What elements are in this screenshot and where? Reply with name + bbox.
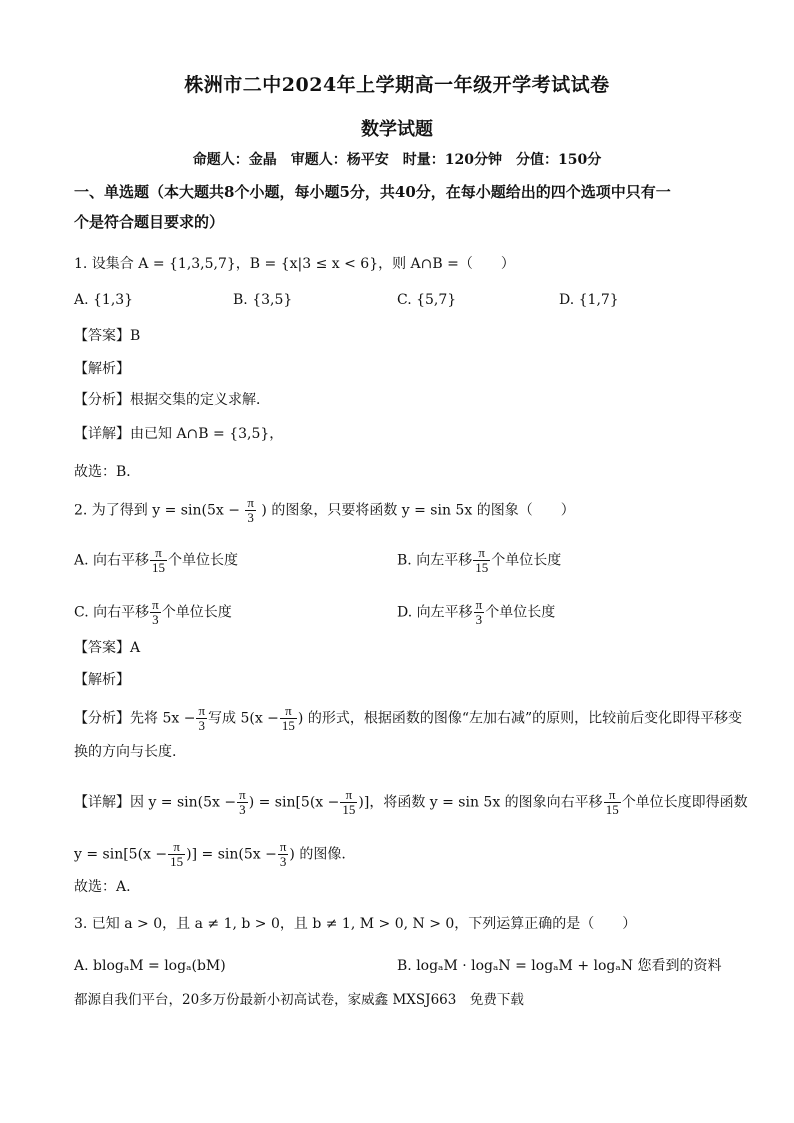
- frac-num: π: [198, 703, 206, 718]
- fraction-pi-3: [237, 788, 248, 817]
- q2-fenxi-part3: ) 的形式，根据函数的图像“左加右减”的原则，比较前后变化即得平移变: [297, 710, 743, 727]
- q1-stem: 1. 设集合 A = {1,3,5,7}，B = {x|3 ≤ x < 6}，则 A∩B =（ ）: [74, 256, 515, 272]
- q2-option-b: [397, 546, 561, 575]
- fraction-pi-3: [278, 840, 289, 869]
- q1-choose: 故选：B．: [74, 464, 141, 480]
- footer-ad: 都源自我们平台，20多万份最新小初高试卷，家威鑫 MXSJ663 免费下载: [74, 992, 524, 1008]
- q2-option-d-unit: 个单位长度: [485, 604, 556, 621]
- q2-fenxi-part1: 【分析】先将 5x −: [74, 710, 196, 727]
- fraction-pi-15: [340, 788, 357, 817]
- q2-option-d: [397, 598, 555, 627]
- frac-den: 15: [281, 718, 295, 733]
- q1-fenxi: 【分析】根据交集的定义求解．: [74, 392, 270, 408]
- q2-option-c-text: C. 向右平移: [74, 604, 150, 621]
- exam-subtitle: 数学试题: [361, 119, 433, 140]
- q1-option-b: B. {3,5}: [233, 292, 293, 308]
- fraction-pi-3: [245, 496, 256, 525]
- section-heading-line2: 个是符合题目要求的）: [74, 213, 225, 231]
- exam-meta: 命题人：金晶 审题人：杨平安 时量：120分钟 分值：150分: [192, 152, 602, 168]
- fraction-pi-15: [604, 788, 621, 817]
- q1-option-d: D. {1,7}: [559, 292, 619, 308]
- q2-xiangjie: [74, 787, 748, 817]
- frac-den: 15: [605, 802, 619, 817]
- frac-num: π: [150, 546, 167, 561]
- frac-den: 3: [247, 510, 254, 525]
- q2-option-a-unit: 个单位长度: [168, 552, 239, 569]
- frac-den: 3: [279, 854, 287, 869]
- q2-stem-part2: ) 的图象，只要将函数 y = sin 5x 的图象（ ）: [261, 502, 575, 519]
- q3-option-a: A. blogₐM = logₐ(bM): [74, 958, 226, 974]
- q2-xj2-part3: ) 的图像.: [289, 846, 346, 863]
- q2-answer: 【答案】A: [74, 640, 141, 656]
- frac-den: 3: [475, 612, 483, 627]
- q2-stem: [74, 496, 724, 525]
- fraction-pi-15: [150, 546, 167, 575]
- frac-num: π: [152, 597, 159, 612]
- q2-xj-part2: ) = sin[5(x −: [248, 794, 340, 811]
- q2-option-c: [74, 598, 232, 627]
- q2-option-a-text: A. 向右平移: [74, 552, 150, 569]
- section-heading-line1: 一、单选题（本大题共8个小题，每小题5分，共40分，在每小题给出的四个选项中只有一: [74, 183, 671, 201]
- frac-num: π: [340, 788, 357, 803]
- frac-den: 15: [152, 560, 166, 575]
- q2-fenxi: [74, 703, 743, 733]
- frac-den: 15: [170, 854, 184, 869]
- q2-xj2-part1: y = sin[5(x −: [74, 846, 168, 863]
- frac-num: π: [280, 704, 297, 719]
- frac-den: 3: [239, 802, 246, 817]
- frac-den: 15: [342, 802, 356, 817]
- q2-option-a: [74, 546, 238, 575]
- q2-xj-part4: 个单位长度即得函数: [621, 794, 748, 811]
- q2-xiangjie-line2: [74, 840, 724, 869]
- fraction-pi-3: [474, 598, 485, 627]
- q2-option-d-text: D. 向左平移: [397, 604, 473, 621]
- q2-option-b-text: B. 向左平移: [397, 552, 473, 569]
- q2-xj-part1: 【详解】因 y = sin(5x −: [74, 794, 237, 811]
- q2-choose: 故选：A.: [74, 879, 131, 895]
- q2-xj2-part2: )] = sin(5x −: [186, 846, 277, 863]
- q1-xiangjie: 【详解】由已知 A∩B = {3,5}，: [74, 426, 284, 442]
- frac-num: π: [473, 546, 490, 561]
- q1-option-c: C. {5,7}: [397, 292, 457, 308]
- q2-stem-part1: 2. 为了得到 y = sin(5x −: [74, 502, 240, 519]
- q2-option-b-unit: 个单位长度: [491, 552, 562, 569]
- fraction-pi-15: [280, 704, 297, 733]
- frac-num: π: [604, 788, 621, 803]
- q2-fenxi-part2: 写成 5(x −: [208, 710, 279, 727]
- frac-den: 15: [475, 560, 489, 575]
- q2-xj-part3: )]，将函数 y = sin 5x 的图象向右平移: [358, 794, 603, 811]
- frac-num: π: [168, 840, 185, 855]
- q2-fenxi-line2: 换的方向与长度.: [74, 744, 177, 760]
- frac-den: 3: [198, 718, 205, 733]
- frac-den: 3: [152, 612, 159, 627]
- q1-analysis-label: 【解析】: [74, 361, 130, 377]
- fraction-pi-3: [196, 704, 207, 733]
- fraction-pi-15: [168, 840, 185, 869]
- frac-num: π: [239, 787, 246, 802]
- frac-num: π: [279, 839, 287, 854]
- frac-num: π: [475, 597, 483, 612]
- q3-stem: 3. 已知 a > 0，且 a ≠ 1, b > 0，且 b ≠ 1, M > 0, N > 0，下列运算正确的是（ ）: [74, 916, 637, 932]
- q2-analysis-label: 【解析】: [74, 672, 130, 688]
- q1-option-a: A. {1,3}: [74, 292, 134, 308]
- fraction-pi-3: [150, 598, 161, 627]
- exam-title: 株洲市二中2024年上学期高一年级开学考试试卷: [184, 74, 610, 96]
- q3-option-b: B. logₐM · logₐN = logₐM + logₐN 您看到的资料: [397, 958, 722, 974]
- q1-answer: 【答案】B: [74, 328, 141, 344]
- q2-option-c-unit: 个单位长度: [161, 604, 232, 621]
- frac-num: π: [247, 495, 254, 510]
- fraction-pi-15: [473, 546, 490, 575]
